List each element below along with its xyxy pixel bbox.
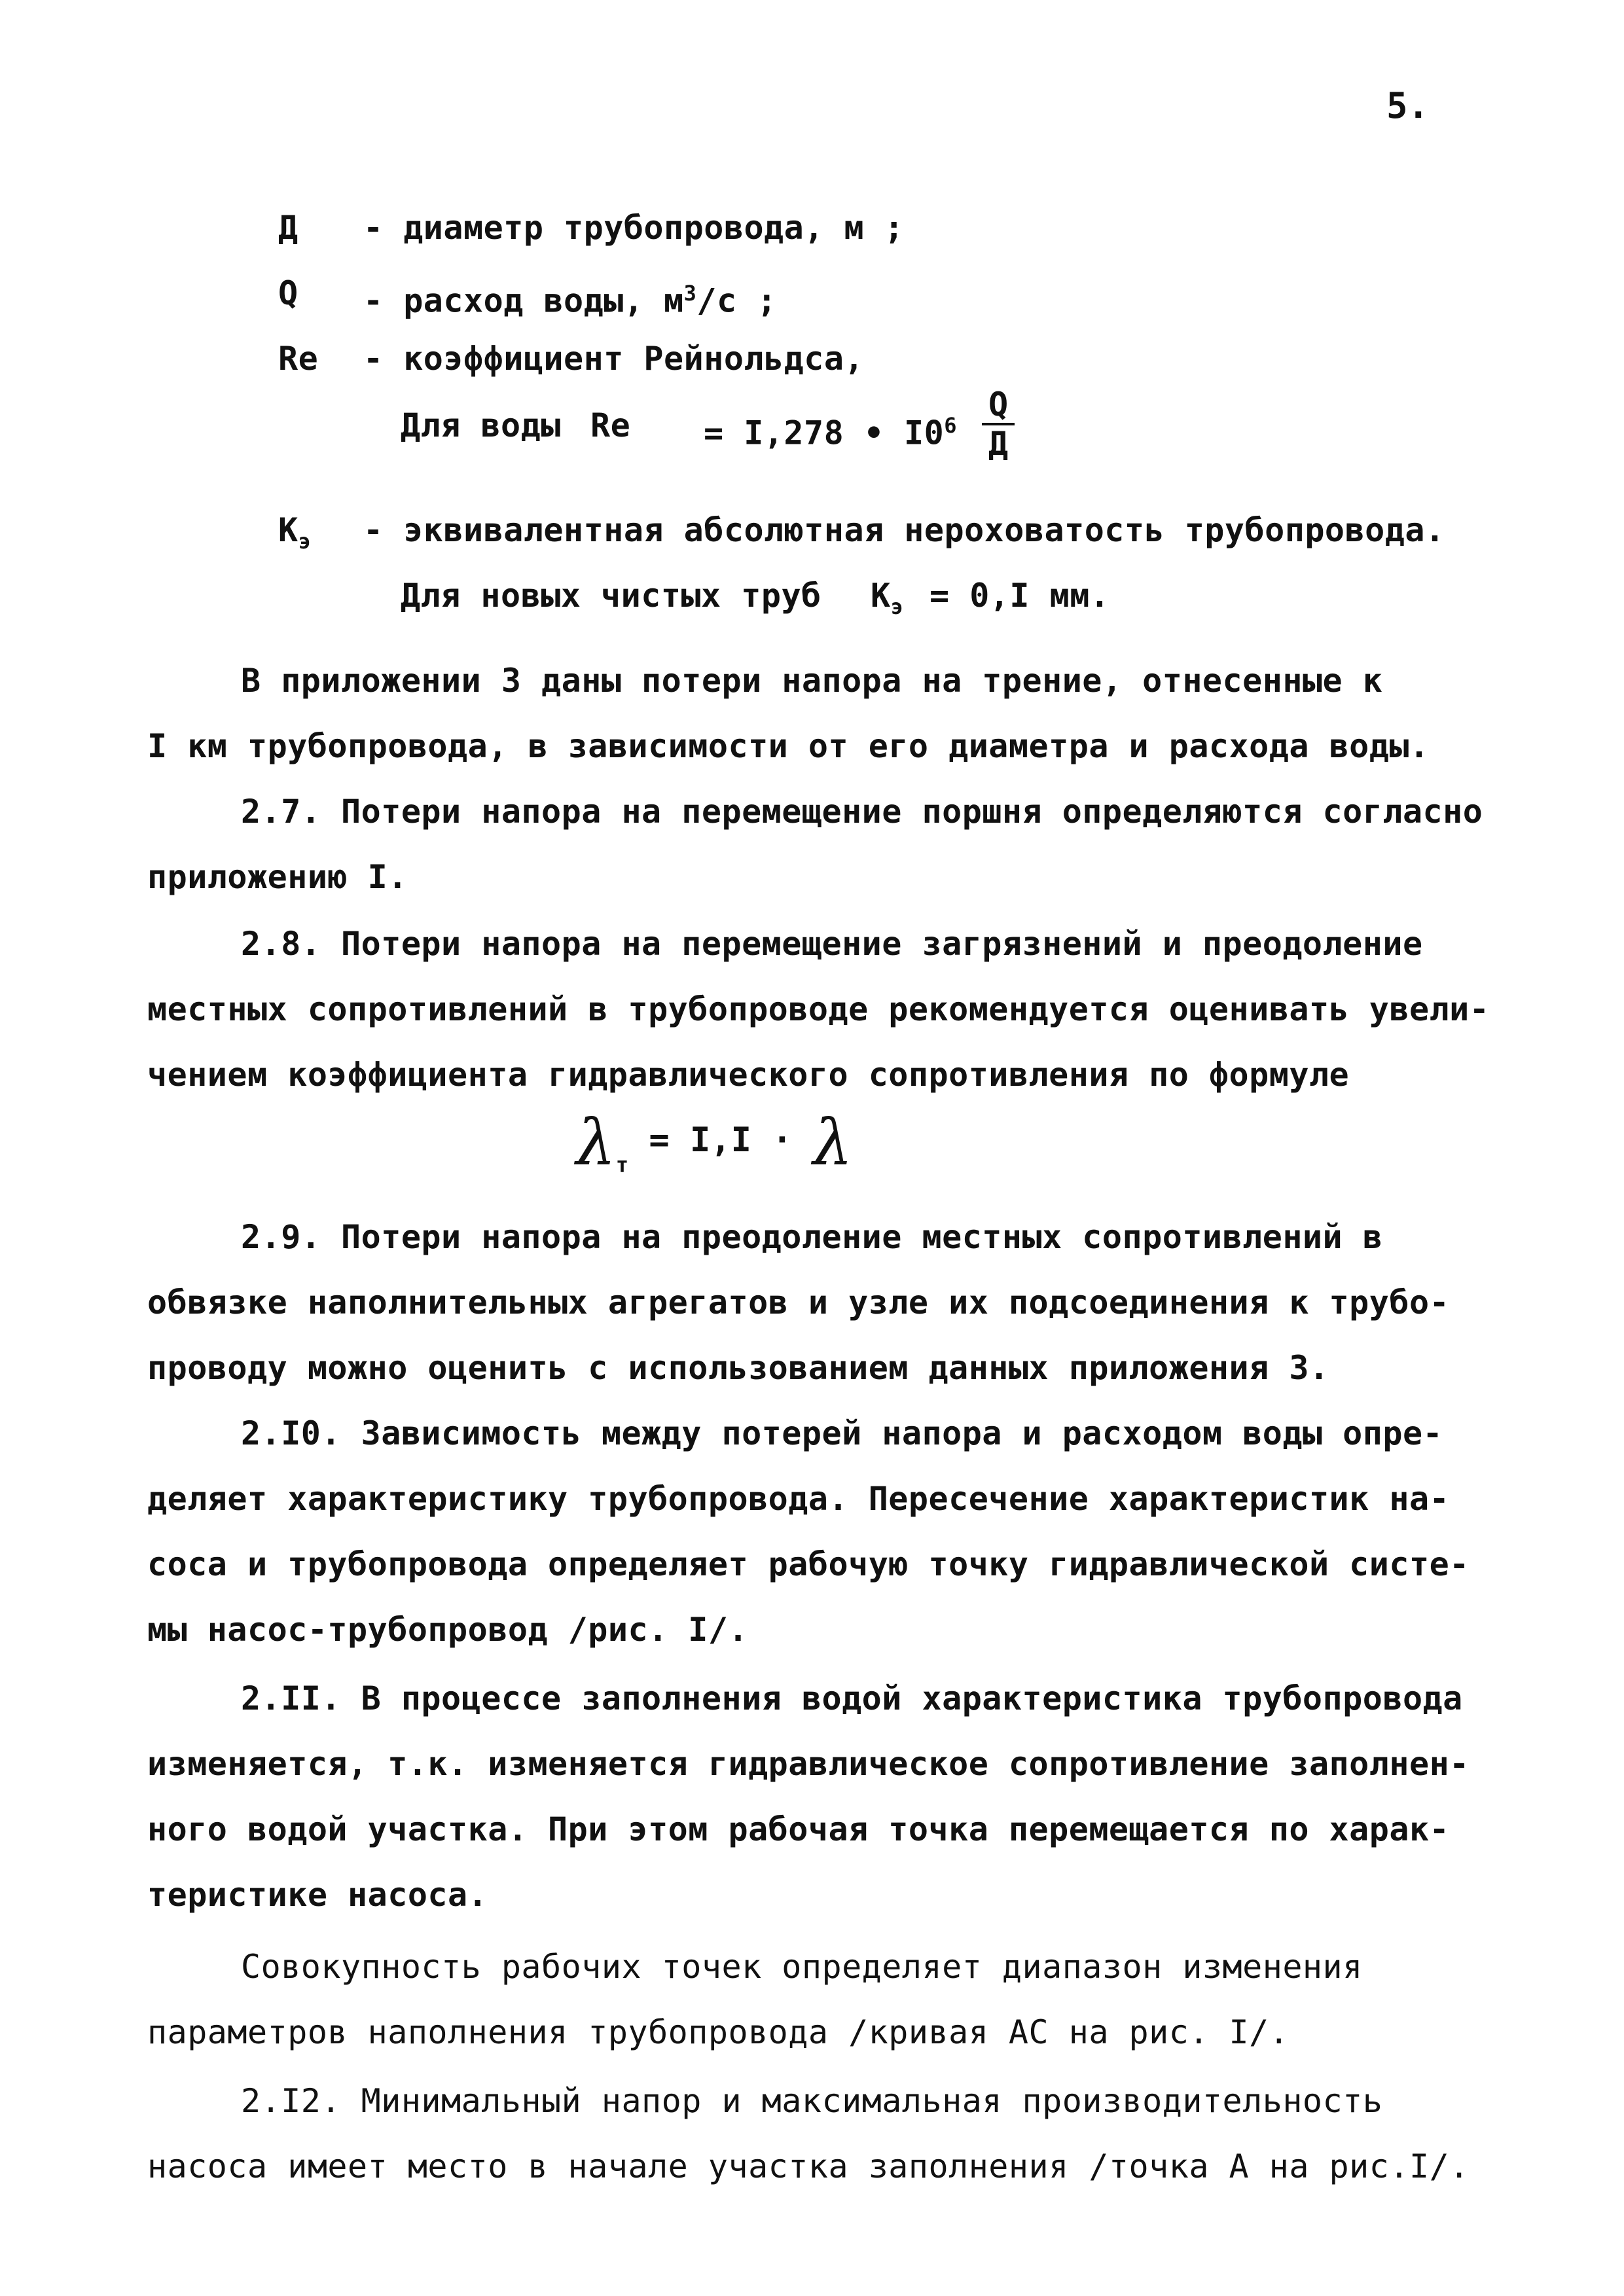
text-line: чением коэффициента гидравлического сопротивления по формуле (147, 1056, 1350, 1094)
text-line: Совокупность рабочих точек определяет диапазон изменения (241, 1948, 1363, 1986)
def-q-text: - расход воды, $м^3/с$ ; (363, 281, 777, 320)
text-line: обвязке наполнительных агрегатов и узле их подсоединения к трубо- (147, 1283, 1450, 1321)
text-line: 2.I2. Минимальный напор и максимальная производительность (241, 2082, 1383, 2120)
text-line: В приложении 3 даны потери напора на трение, отнесенные к (241, 662, 1383, 700)
def-d-text: - диаметр трубопровода, м ; (363, 209, 905, 247)
text-line: проводу можно оценить с использованием данных приложения 3. (147, 1349, 1329, 1387)
re-fraction-denominator: Д (988, 425, 1009, 463)
ke-value-symbol: $К_э$ (871, 577, 904, 619)
def-ke-symbol: $К_э$ (278, 511, 312, 554)
text-line: изменяется, т.к. изменяется гидравлическое сопротивление заполнен- (147, 1745, 1470, 1783)
re-formula-lhs: Re (590, 406, 631, 444)
text-line: мы насос-трубопровод /рис. I/. (147, 1611, 749, 1649)
text-line: 2.II. В процессе заполнения водой характеристика трубопровода (241, 1679, 1463, 1717)
text-line: I км трубопровода, в зависимости от его диаметра и расхода воды. (147, 727, 1430, 765)
page-number: 5. (1386, 85, 1430, 126)
lambda-formula: $\lambda_т = I,I \cdot \lambda$ (576, 1106, 853, 1179)
text-line: соса и трубопровода определяет рабочую точку гидравлической систе- (147, 1545, 1470, 1583)
text-line: теристике насоса. (147, 1876, 488, 1914)
text-line: приложению I. (147, 858, 408, 896)
text-line: параметров наполнения трубопровода /кривая АС на рис. I/. (147, 2013, 1290, 2051)
def-d-symbol: Д (278, 209, 298, 247)
re-formula-lead: Для воды (401, 406, 561, 444)
re-formula-fraction (982, 386, 1015, 462)
text-line: насоса имеет место в начале участка заполнения /точка А на рис.I/. (147, 2147, 1470, 2185)
def-re-symbol: Re (278, 340, 319, 378)
text-line: деляет характеристику трубопровода. Пересечение характеристик на- (147, 1480, 1450, 1518)
ke-value-lead: Для новых чистых труб (401, 577, 821, 615)
text-line: 2.9. Потери напора на преодоление местных сопротивлений в (241, 1218, 1383, 1256)
text-line: местных сопротивлений в трубопроводе рекомендуется оценивать увели- (147, 990, 1490, 1028)
text-line: 2.8. Потери напора на перемещение загрязнений и преодоление (241, 925, 1423, 963)
def-q-symbol: Q (278, 274, 298, 312)
re-fraction-numerator: Q (982, 386, 1015, 425)
text-line: ного водой участка. При этом рабочая точка перемещается по харак- (147, 1810, 1450, 1848)
text-line: 2.7. Потери напора на перемещение поршня определяются согласно (241, 793, 1483, 831)
def-re-text: - коэффициент Рейнольдса, (363, 340, 865, 378)
def-ke-text: - эквивалентная абсолютная нероховатость трубопровода. (363, 511, 1445, 549)
re-formula-coef: = I,278 • $I0^6$ (704, 413, 958, 452)
text-line: 2.I0. Зависимость между потерей напора и расходом воды опре- (241, 1414, 1443, 1452)
ke-value: = 0,I мм. (929, 577, 1110, 615)
